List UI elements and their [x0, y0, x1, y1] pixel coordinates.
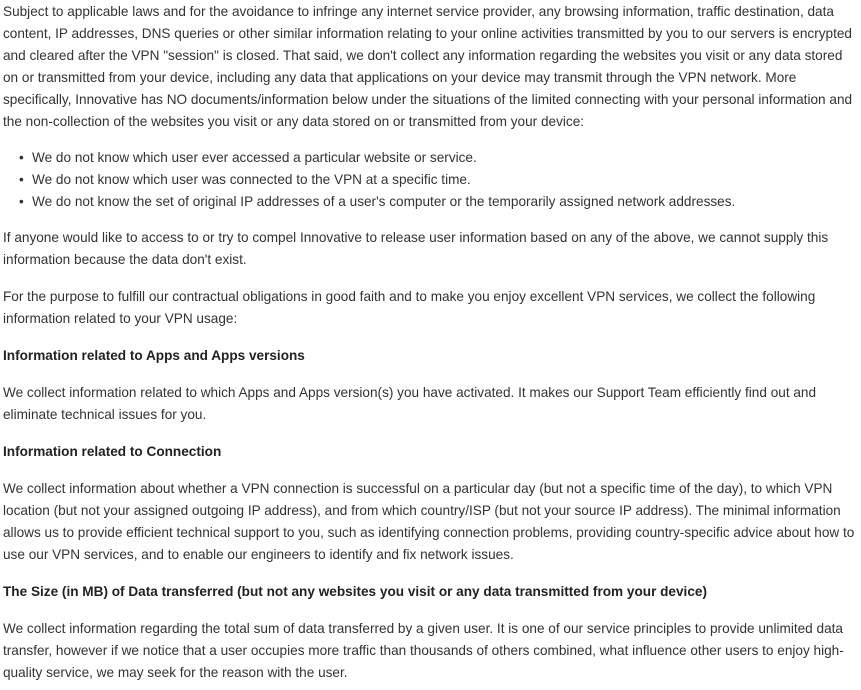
section-heading-data-size: The Size (in MB) of Data transferred (but not any websites you visit or any data transmitted from your device)	[3, 584, 707, 599]
bullet-icon: •	[19, 150, 24, 165]
list-item-text: We do not know the set of original IP addresses of a user's computer or the temporarily assigned network addresses.	[32, 194, 736, 209]
privacy-policy-document	[0, 1, 858, 684]
list-item-text: We do not know which user was connected to the VPN at a specific time.	[32, 172, 471, 187]
section-body-connection: We collect information about whether a VPN connection is successful on a particular day (but not a specific time of the day), to which VPN location (but not your assigned outgoing IP address), and from which country/ISP (but not your source IP address). The minimal information allows us to provide efficient technical support to you, such as identifying connection problems, providing country-specific advice about how to use our VPN services, and to enable our engineers to identify and fix network issues.	[3, 481, 855, 562]
purpose-paragraph: For the purpose to fulfill our contractual obligations in good faith and to make you enjoy excellent VPN services, we collect the following information related to your VPN usage:	[3, 289, 816, 326]
section-heading-connection: Information related to Connection	[3, 444, 222, 459]
list-item	[19, 169, 858, 191]
compel-paragraph: If anyone would like to access to or try to compel Innovative to release user information based on any of the above, we cannot supply this information because the data don't exist.	[3, 230, 829, 267]
list-item	[19, 191, 858, 213]
section-body-apps: We collect information related to which Apps and Apps version(s) you have activated. It makes our Support Team efficiently find out and eliminate technical issues for you.	[3, 385, 817, 422]
list-item-text: We do not know which user ever accessed a particular website or service.	[32, 150, 477, 165]
not-known-list	[3, 147, 858, 213]
bullet-icon: •	[19, 172, 24, 187]
intro-paragraph: Subject to applicable laws and for the avoidance to infringe any internet service provider, any browsing information, traffic destination, data content, IP addresses, DNS queries or other similar information relating to your online activities transmitted by you to our servers is encrypted and cleared after the VPN "session" is closed. That said, we don't collect any information regarding the websites you visit or any data stored on or transmitted from your device, including any data that applications on your device may transmit through the VPN network. More specifically, Innovative has NO documents/information below under the situations of the limited connecting with your personal information and the non-collection of the websites you visit or any data stored on or transmitted from your device:	[3, 4, 853, 129]
bullet-icon: •	[19, 194, 24, 209]
list-item	[19, 147, 858, 169]
section-body-data-size: We collect information regarding the total sum of data transferred by a given user. It is one of our service principles to provide unlimited data transfer, however if we notice that a user occupies more traffic than thousands of others combined, what influence other users to enjoy high-quality service, we may seek for the reason with the user.	[3, 621, 844, 680]
section-heading-apps: Information related to Apps and Apps versions	[3, 348, 305, 363]
